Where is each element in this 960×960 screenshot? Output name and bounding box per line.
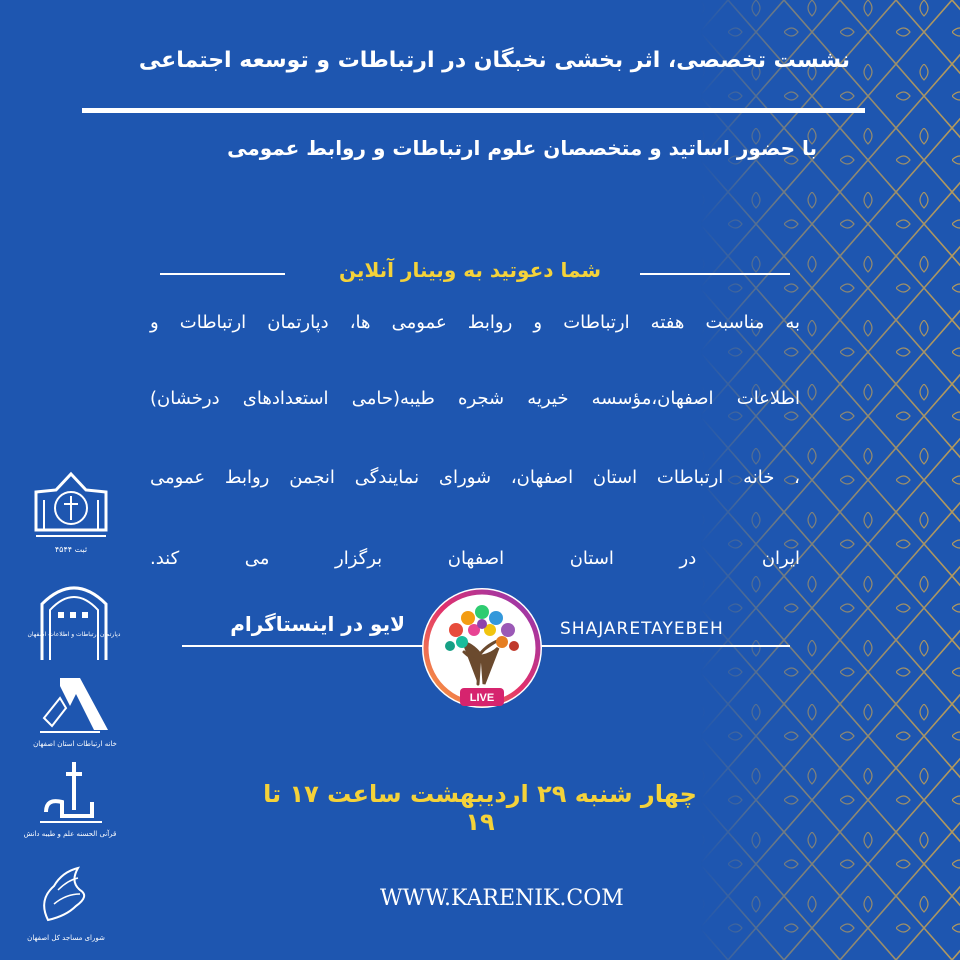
instagram-live-label: لایو در اینستاگرام	[230, 612, 405, 636]
svg-text:ثبت ۴۵۴۴: ثبت ۴۵۴۴	[54, 545, 88, 554]
body-line-2: اطلاعات اصفهان،مؤسسه خیریه شجره طیبه(حامی استعدادهای درخشان)	[150, 388, 800, 409]
body-line-4: ایران در استان اصفهان برگزار می کند.	[150, 548, 800, 569]
khane-ertebatat-logo	[30, 674, 120, 754]
instagram-handle[interactable]: SHAJARETAYEBEH	[560, 619, 724, 639]
masajed-council-logo	[18, 860, 114, 946]
title-divider	[82, 108, 865, 113]
shajare-tayebeh-logo	[26, 470, 116, 560]
event-date: چهار شنبه ۲۹ اردیبهشت ساعت ۱۷ تا ۱۹	[263, 780, 697, 836]
body-line-1: به مناسبت هفته ارتباطات و روابط عمومی ها، دپارتمان ارتباطات و	[150, 312, 800, 333]
svg-text:دپارتمان ارتباطات و اطلاعات اص: دپارتمان ارتباطات و اطلاعات اصفهان	[27, 631, 121, 638]
instagram-live-avatar[interactable]	[412, 584, 552, 724]
invite-text: شما دعوتید به وبینار آنلاین	[338, 258, 602, 282]
qorani-logo	[22, 758, 118, 840]
invite-line-right	[640, 273, 790, 275]
svg-text:خانه ارتباطات استان اصفهان: خانه ارتباطات استان اصفهان	[33, 740, 117, 748]
website-link[interactable]: WWW.KARENIK.COM	[380, 886, 624, 911]
svg-text:قرآنی الحسنه علم و طیبه دانش: قرآنی الحسنه علم و طیبه دانش	[23, 830, 117, 838]
ertebatat-department-logo	[27, 576, 121, 662]
live-badge-text: LIVE	[469, 692, 495, 704]
body-line-3: ، خانه ارتباطات استان اصفهان، شورای نمایندگی انجمن روابط عمومی	[150, 467, 800, 488]
svg-text:شورای مساجد کل اصفهان: شورای مساجد کل اصفهان	[27, 934, 105, 942]
event-subtitle: با حضور اساتید و متخصصان علوم ارتباطات و روابط عمومی	[227, 136, 817, 160]
event-title: نشست تخصصی، اثر بخشی نخبگان در ارتباطات و توسعه اجتماعی	[138, 48, 850, 73]
